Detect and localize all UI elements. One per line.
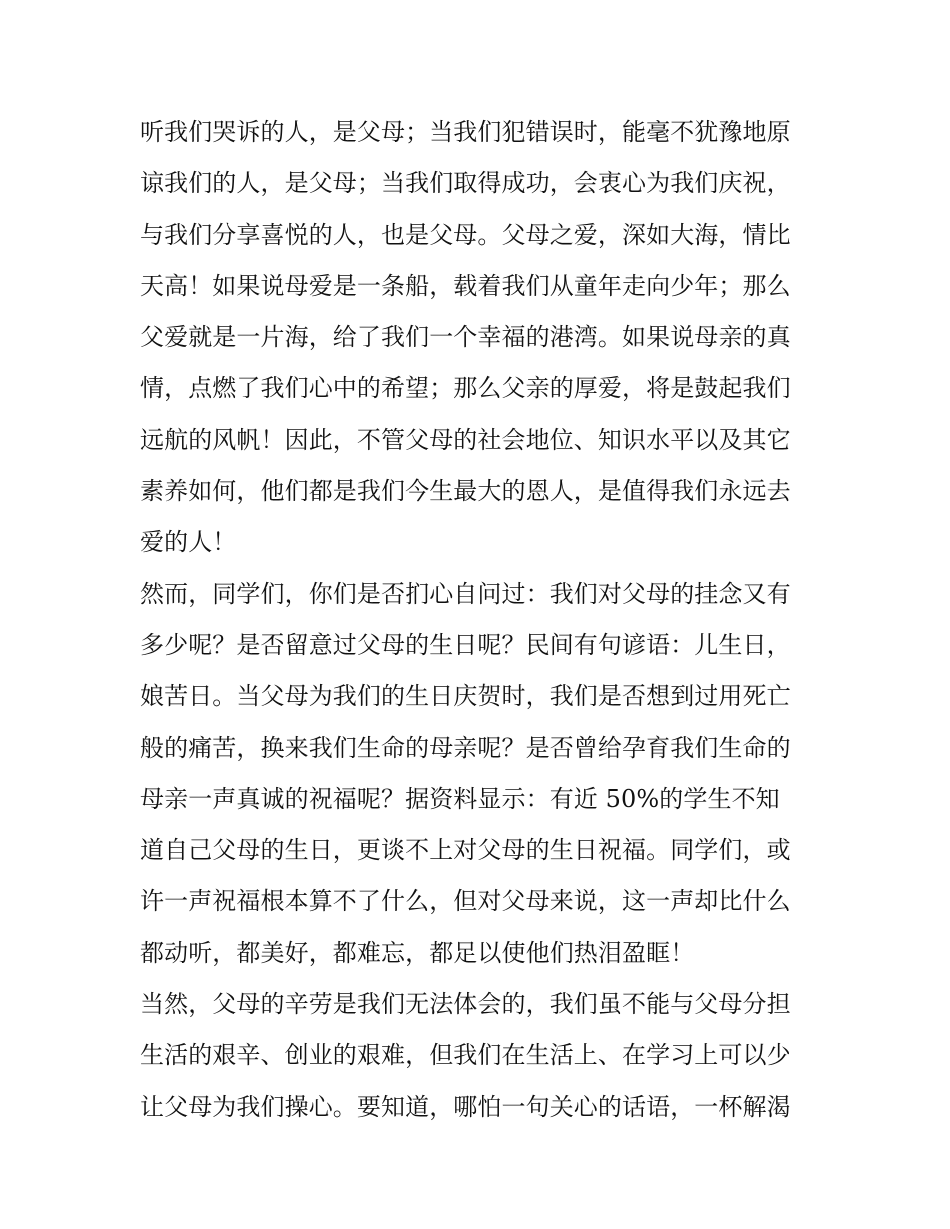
document-body: [140, 107, 820, 1133]
text-line: 都动听，都美好，都难忘，都足以使他们热泪盈眶！: [140, 938, 695, 967]
text-line: 然而，同学们，你们是否扪心自问过：我们对父母的挂念又有: [140, 579, 791, 608]
text-line: 爱的人！: [140, 528, 237, 557]
text-line: 远航的风帆！因此，不管父母的社会地位、知识水平以及其它: [140, 425, 791, 454]
text-line: 情，点燃了我们心中的希望；那么父亲的厚爱，将是鼓起我们: [140, 374, 791, 403]
text-line: 与我们分享喜悦的人，也是父母。父母之爱，深如大海，情比: [140, 220, 791, 249]
text-line: 父爱就是一片海，给了我们一个幸福的港湾。如果说母亲的真: [140, 323, 791, 352]
text-line: 让父母为我们操心。要知道，哪怕一句关心的话语，一杯解渴: [140, 1092, 791, 1121]
text-line: 许一声祝福根本算不了什么，但对父母来说，这一声却比什么: [140, 887, 791, 916]
text-line: 天高！如果说母爱是一条船，载着我们从童年走向少年；那么: [140, 271, 791, 300]
text-line: 生活的艰辛、创业的艰难，但我们在生活上、在学习上可以少: [140, 1041, 791, 1070]
text-line: 母亲一声真诚的祝福呢？据资料显示：有近 50%的学生不知: [140, 784, 780, 813]
text-line: 素养如何，他们都是我们今生最大的恩人，是值得我们永远去: [140, 477, 791, 506]
text-line: 道自己父母的生日，更谈不上对父母的生日祝福。同学们，或: [140, 836, 791, 865]
text-line: 听我们哭诉的人，是父母；当我们犯错误时，能毫不犹豫地原: [140, 118, 791, 146]
text-line: 般的痛苦，换来我们生命的母亲呢？是否曾给孕育我们生命的: [140, 733, 791, 762]
text-line: 当然，父母的辛劳是我们无法体会的，我们虽不能与父母分担: [140, 990, 791, 1019]
text-line: 谅我们的人，是父母；当我们取得成功，会衷心为我们庆祝，: [140, 169, 791, 198]
text-line: 多少呢？是否留意过父母的生日呢？民间有句谚语：儿生日，: [140, 630, 791, 659]
text-line: 娘苦日。当父母为我们的生日庆贺时，我们是否想到过用死亡: [140, 682, 791, 711]
